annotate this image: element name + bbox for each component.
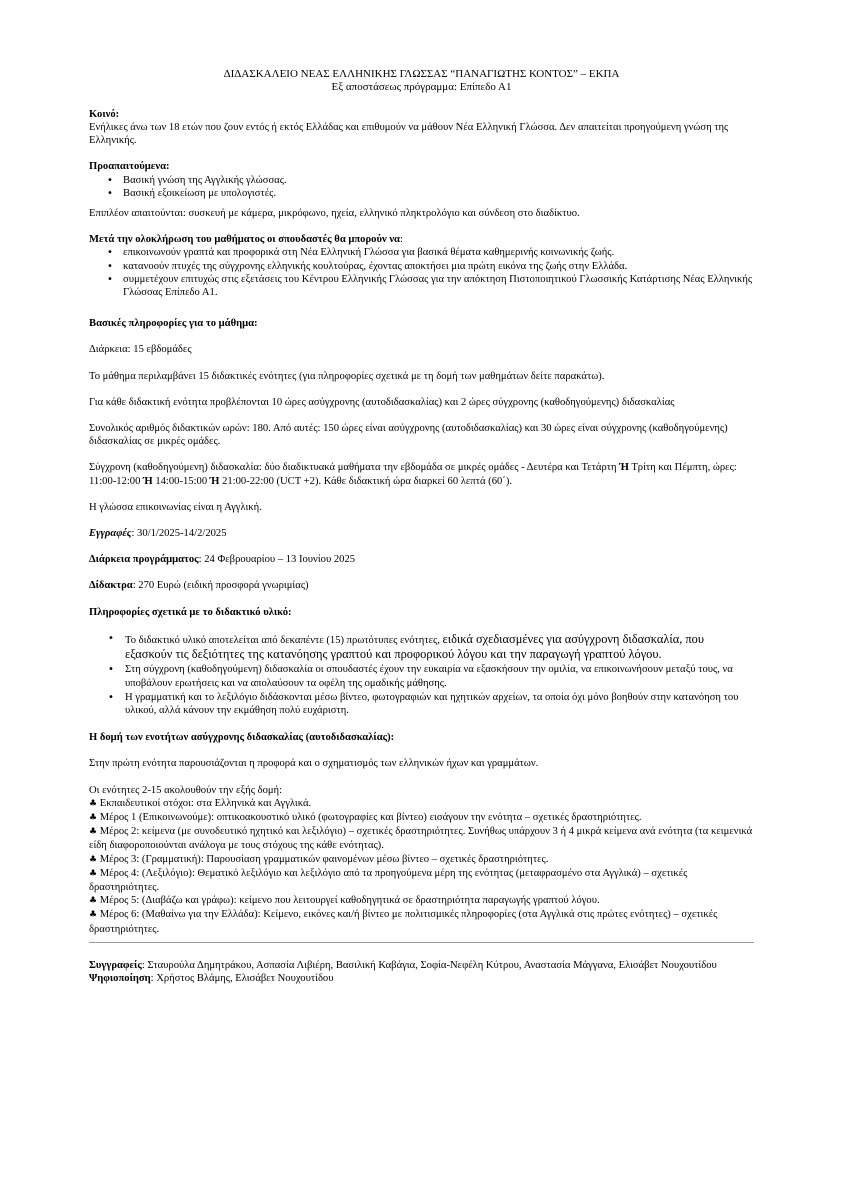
first-unit-text: Στην πρώτη ενότητα παρουσιάζονται η προφορά και ο σχηματισμός των ελληνικών ήχων και γραμμάτων. xyxy=(89,758,539,770)
list-item: ♣ Μέρος 4: (Λεξιλόγιο): Θεματικό λεξιλόγιο και λεξιλόγιο από τα προηγούμενα μέρη της ενότητας (μεταφρασμένο στα Αγγλικά) – σχετικές δραστηριότητες. xyxy=(89,867,688,893)
club-bullet-icon: ♣ xyxy=(89,868,98,879)
list-item: ♣ Μέρος 1 (Επικοινωνούμε): οπτικοακουστικό υλικό (φωτογραφίες και βίντεο) εισάγουν την ενότητα – σχετικές δραστηριότητες. xyxy=(89,811,642,823)
duration-text: Διάρκεια: 15 εβδομάδες xyxy=(89,344,192,356)
equipment-requirements: Επιπλέον απαιτούνται: συσκευή με κάμερα, μικρόφωνο, ηχεία, ελληνικό πληκτρολόγιο και σύνδεση στο διαδίκτυο. xyxy=(89,208,580,220)
material-section xyxy=(89,606,754,717)
document-header xyxy=(89,68,754,95)
list-item: ♣ Μέρος 2: κείμενα (με συνοδευτικό ηχητικό και λεξιλόγιο) – σχετικές δραστηριότητες. Συνήθως υπάρχουν 3 ή 4 μικρά κείμενα ανά ενότητα (τα κειμενικά είδη διαφοροποιούνται ανάλογα με τους στόχους της κάθε ενότητας). xyxy=(89,826,753,852)
prerequisites-heading: Προαπαιτούμενα: xyxy=(89,161,170,173)
list-item: • Το διδακτικό υλικό αποτελείται από δεκαπέντε (15) πρωτότυπες ενότητες, ειδικά σχεδιασμένες για ασύγχρονη διδασκαλία, που εξασκούν τις δεξιότητες της κατανόησης γραπτού και προφορικού λόγου και την παραγωγή γραπτού λόγου. xyxy=(125,632,754,662)
list-item: • Βασική γνώση της Αγγλικής γλώσσας. xyxy=(123,174,754,187)
authors-text: Συγγραφείς: Σταυρούλα Δημητράκου, Ασπασία Λιβιέρη, Βασιλική Καβάγια, Σοφία-Νεφέλη Κύτρου, Αναστασία Μάγγανα, Ελισάβετ Νουχουτίδου xyxy=(89,959,717,971)
structure-section xyxy=(89,731,754,943)
registration-text: Εγγραφές: 30/1/2025-14/2/2025 xyxy=(89,528,227,540)
units-text: Το μάθημα περιλαμβάνει 15 διδακτικές ενότητες (για πληροφορίες σχετικά με τη δομή των μαθημάτων δείτε παρακάτω). xyxy=(89,370,605,382)
outcomes-heading: Μετά την ολοκλήρωση του μαθήματος οι σπουδαστές θα μπορούν να xyxy=(89,234,400,246)
list-item: • επικοινωνούν γραπτά και προφορικά στη Νέα Ελληνική Γλώσσα για βασικά θέματα καθημερινής κοινωνικής ζωής. xyxy=(123,246,754,259)
audience-text: Ενήλικες άνω των 18 ετών που ζουν εντός ή εκτός Ελλάδας και επιθυμούν να μάθουν Νέα Ελληνική Γλώσσα. Δεν απαιτείται προηγούμενη γνώση της Ελληνικής. xyxy=(89,122,729,147)
list-item: • Η γραμματική και το λεξιλόγιο διδάσκονται μέσω βίντεο, φωτογραφιών και ηχητικών αρχείων, τα οποία όχι μόνο βοηθούν στην κατανόηση του υλικού, αλλά κάνουν την εκμάθηση πολύ ευχάριστη. xyxy=(125,691,754,717)
audience-section xyxy=(89,108,754,148)
material-heading: Πληροφορίες σχετικά με το διδακτικό υλικό: xyxy=(89,606,292,618)
list-item: ♣ Μέρος 3: (Γραμματική): Παρουσίαση γραμματικών φαινομένων μέσω βίντεο – σχετικές δραστηριότητες. xyxy=(89,853,549,865)
audience-heading: Κοινό: xyxy=(89,108,120,120)
credits-section xyxy=(89,959,754,985)
total-hours-text: Συνολικός αριθμός διδακτικών ωρών: 180. Από αυτές: 150 ώρες είναι ασύγχρονης (αυτοδιδασκαλίας) και 30 ώρες είναι σύγχρονης (καθοδηγούμενης) διδασκαλίας σε μικρές ομάδες. xyxy=(89,423,728,448)
list-item: • συμμετέχουν επιτυχώς στις εξετάσεις του Κέντρου Ελληνικής Γλώσσας για την απόκτηση Πιστοποιητικού Γλωσσικής Κατάρτισης Νέας Ελληνικής Γλώσσας Επίπεδο Α1. xyxy=(123,273,754,299)
club-bullet-icon: ♣ xyxy=(89,910,98,921)
structure-parts-list xyxy=(89,797,754,936)
prerequisites-section xyxy=(89,160,754,220)
club-bullet-icon: ♣ xyxy=(89,812,98,823)
outcomes-list xyxy=(89,246,754,299)
language-text: Η γλώσσα επικοινωνίας είναι η Αγγλική. xyxy=(89,501,262,513)
club-bullet-icon: ♣ xyxy=(89,798,98,809)
hours-per-unit-text: Για κάθε διδακτική ενότητα προβλέπονται 10 ώρες ασύγχρονης (αυτοδιδασκαλίας) και 2 ώρες σύγχρονης (καθοδηγούμενης) διδασκαλίας xyxy=(89,396,675,408)
tuition-text: Δίδακτρα: 270 Ευρώ (ειδική προσφορά γνωριμίας) xyxy=(89,580,309,592)
basic-info-section xyxy=(89,317,754,592)
outcomes-section: Μετά την ολοκλήρωση του μαθήματος οι σπουδαστές θα μπορούν να: • επικοινωνούν γραπτά και προφορικά στη Νέα Ελληνική Γλώσσα για βασικά θέματα καθημερινής κοινωνικής ζωής. • κατανοούν πτυχές της σύγχρονης ελληνικής κουλτούρας, έχοντας αποκτήσει μια πρώτη εικόνα της ζωής στην Ελλάδα. • συμμετέχουν επιτυχώς στις εξετάσεις του Κέντρου Ελληνικής Γλώσσας για την απόκτηση Πιστοποιητικού Γλωσσικής Κατάρτισης Νέας Ελληνικής Γλώσσας Επίπεδο Α1. xyxy=(89,233,754,299)
structure-heading: Η δομή των ενοτήτων ασύγχρονης διδασκαλίας (αυτοδιδασκαλίας): xyxy=(89,732,395,744)
basic-info-heading: Βασικές πληροφορίες για το μάθημα: xyxy=(89,318,258,330)
document-page xyxy=(89,68,754,985)
list-item: • Βασική εξοικείωση με υπολογιστές. xyxy=(123,187,754,200)
digitization-text: Ψηφιοποίηση: Χρήστος Βλάμης, Ελισάβετ Νουχουτίδου xyxy=(89,972,334,984)
sync-schedule-text: Σύγχρονη (καθοδηγούμενη) διδασκαλία: δύο διαδικτυακά μαθήματα την εβδομάδα σε μικρές ομάδες - Δευτέρα και Τετάρτη Ή Τρίτη και Πέμπτη, ώρες: 11:00-12:00 Ή 14:00-15:00 Ή 21:00-22:00 (UCT +2). Κάθε διδακτική ώρα διαρκεί 60 λεπτά (60΄). xyxy=(89,462,737,487)
club-bullet-icon: ♣ xyxy=(89,896,98,907)
material-list xyxy=(89,632,754,717)
list-item: • Στη σύγχρονη (καθοδηγούμενη) διδασκαλία οι σπουδαστές έχουν την ευκαιρία να εξασκήσουν την ομιλία, να επικοινωνήσουν μεταξύ τους, να υποβάλουν ερωτήσεις και να απολαύσουν τα οφέλη της ομαδικής μάθησης. xyxy=(125,663,754,689)
list-item: ♣ Μέρος 5: (Διαβάζω και γράφω): κείμενο που λειτουργεί καθοδηγητικά σε δραστηριότητα παραγωγής γραπτού λόγου. xyxy=(89,895,600,907)
program-subtitle: Εξ αποστάσεως πρόγραμμα: Επίπεδο Α1 xyxy=(331,81,512,94)
club-bullet-icon: ♣ xyxy=(89,827,98,838)
program-duration-text: Διάρκεια προγράμματος: 24 Φεβρουαρίου – 13 Ιουνίου 2025 xyxy=(89,554,356,566)
club-bullet-icon: ♣ xyxy=(89,854,98,865)
list-item: ♣ Εκπαιδευτικοί στόχοι: στα Ελληνικά και Αγγλικά. xyxy=(89,797,312,809)
school-title: ΔΙΔΑΣΚΑΛΕΙΟ ΝΕΑΣ ΕΛΛΗΝΙΚΗΣ ΓΛΩΣΣΑΣ “ΠΑΝΑΓΙΩΤΗΣ ΚΟΝΤΟΣ” – ΕΚΠΑ xyxy=(223,68,620,80)
structure-intro: Οι ενότητες 2-15 ακολουθούν την εξής δομή: xyxy=(89,784,283,796)
list-item: • κατανοούν πτυχές της σύγχρονης ελληνικής κουλτούρας, έχοντας αποκτήσει μια πρώτη εικόνα της ζωής στην Ελλάδα. xyxy=(123,260,754,273)
list-item: ♣ Μέρος 6: (Μαθαίνω για την Ελλάδα): Κείμενο, εικόνες και/ή βίντεο με πολιτισμικές πληροφορίες (στα Αγγλικά στις πρώτες ενότητες) – σχετικές δραστηριότητες. xyxy=(89,909,718,935)
prerequisites-list xyxy=(89,174,754,200)
